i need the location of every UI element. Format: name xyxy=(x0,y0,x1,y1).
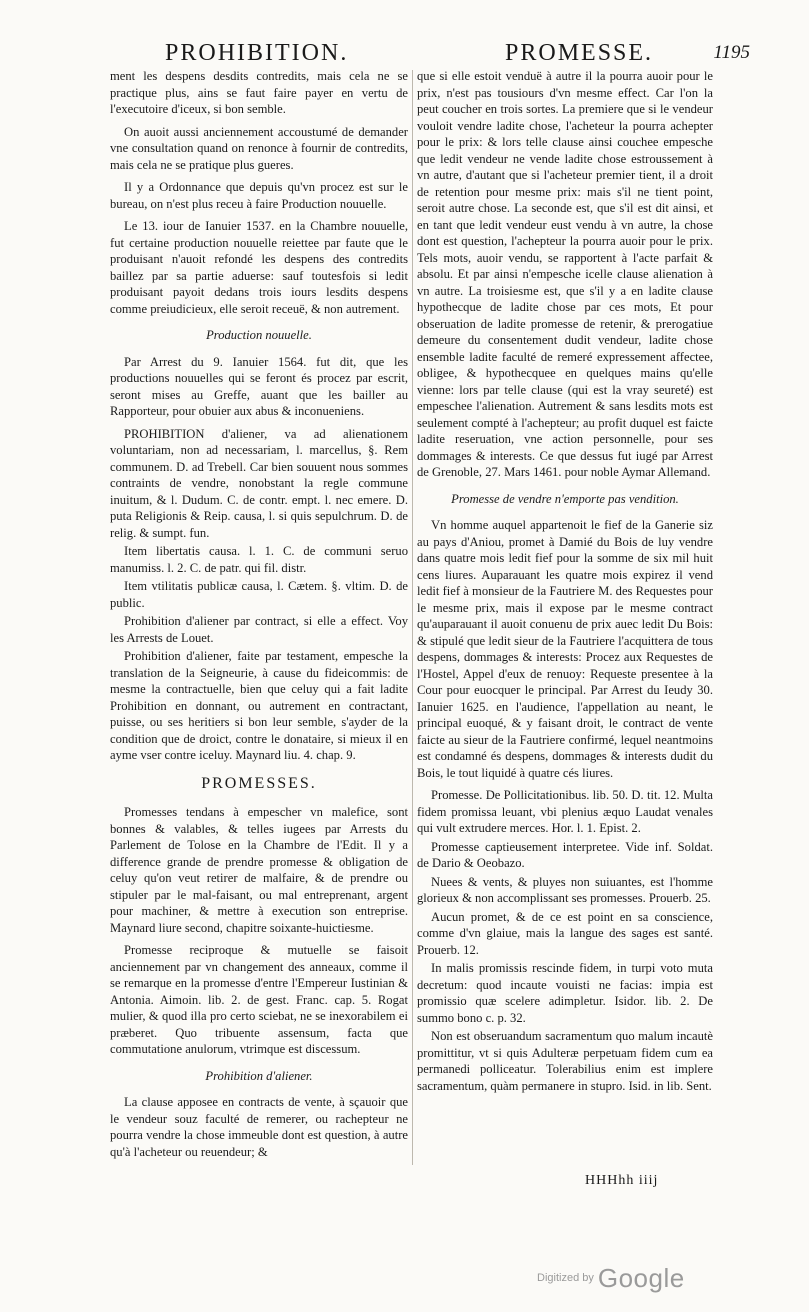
right-column xyxy=(417,68,713,1228)
paragraph: Item libertatis causa. l. 1. C. de communi seruo manumiss. l. 2. C. de patr. qui fil. distr. xyxy=(110,544,408,575)
paragraph: La clause apposee en contracts de vente, à sçauoir que le vendeur souz faculté de remerer, ou rachepteur ne pourra vendre la chose immeuble dont est question, à autre qu'à l'acheteur ou reuendeur; & xyxy=(110,1095,408,1159)
paragraph: Prohibition d'aliener par contract, si elle a effect. Voy les Arrests de Louet. xyxy=(110,614,408,645)
column-divider xyxy=(412,70,413,1165)
paragraph: Par Arrest du 9. Ianuier 1564. fut dit, que les productions nouuelles qui se feront és procez par escrit, seront mises au Greffe, auant que les bailler au Rapporteur, pour obuier aux abus & inconueniens. xyxy=(110,354,408,418)
paragraph: ment les despens desdits contredits, mais cela ne se practique plus, ains se faut faire payer en vertu de l'executoire d'iceux, si bon semble. xyxy=(110,69,408,116)
paragraph: Non est obseruandum sacramentum quo malum incautè promittitur, vt si quis Adulteræ perpetuam fidem cum ea permanedi polliceatur. Tolerabilius enim est implere sacramentum, quàm permanere in stupro. Isid. in lib. Sent. xyxy=(417,1029,713,1093)
paragraph: Promesses tendans à empescher vn malefice, sont bonnes & valables, & telles iugees par Arrests du Parlement de Tolose en la Chambre de l'Edit. Il y a difference grande de prendre promesse & obligation de celuy qu'on veut retirer de malfaire, & de prendre ou stipuler par le mal-faisant, ou mal entreprenant, argent pour machiner, & mettre à execution son entreprise. Maynard liure second, chapitre soixante-huictiesme. xyxy=(110,805,408,935)
paragraph: Vn homme auquel appartenoit le fief de la Ganerie siz au pays d'Aniou, promet à Damié du Bois de luy vendre dans quatre mois ledit fief pour la somme de six mil huit cens liures. Auparauant les quatre mois expirez il vend ledit fief à monsieur de la Fautriere M. des Requestes pour le mesme prix, mais il expose par le mesme contract qu'auparauant il auoit conuenu de prix auec ledit Du Bois: & stipulé que ledit sieur de la Fautriere l'acquittera de tous despens, dommages & interests: Procez aux Requestes de l'Hostel, Appel d'eux de renuoy: Requeste presentee à la Cour pour euocquer le principal. Par Arrest du Ieudy 30. Ianuier 1625. en l'audience, l'appellation au neant, le principal euoqué, & y faisant droit, le contract de vente faicte au sieur de la Fautriere confirmé, lequel neantmoins est condamné és despens, dommages & interests dudit du Bois, le tout liquidé à quatre cés liures. xyxy=(417,518,713,780)
paragraph: Promesse captieusement interpretee. Vide inf. Soldat. de Dario & Oeobazo. xyxy=(417,839,713,870)
paragraph: Promesse reciproque & mutuelle se faisoit anciennement par vn changement des anneaux, comme il se remarque en la promesse d'entre l'Empereur Iustinian & Antonia. Aimoin. lib. 2. de gest. Franc. cap. 5. Rogat mulier, & quod illa pro certo sciebat, ne se inexorabilem ei præberet. Quo tribuente assensum, facta que commutatione anulorum, vtrimque est discessum. xyxy=(110,943,408,1056)
section-heading: PROMESSES. xyxy=(201,774,317,792)
paragraph: que si elle estoit venduë à autre il la pourra auoir pour le prix, n'est pas tousiours d'vn mesme effect. Car l'on la peut coucher en trois sortes. La premiere que si le vendeur vouloit vendre ladite chose, l'acheteur la pourra achepter pour le prix: & lors telle clause ainsi couchee empesche que ledit vendeur ne vende ladite chose estroussement à vn autre, d'autant que si l'acheteur premier tient, il a droit de retention pour mesme prix: mais s'il ne tient point, seroit autre chose. La seconde est, que s'il est dit ainsi, et en tant que ledit vendeur eust vendu à vn autre, la chose dont est question, l'achepteur la pourra auoir pour le prix. Tels mots, auoir vendu, se rapportent à l'acte parfait & absolu. Et par ainsi n'empesche icelle clause alienation à vn autre. La troisiesme est, que s'il y a en ladite clause hypothecque de ladite chose par ces mots, Et pour obseruation de ladite promesse de retenir, & prerogatiue demeure du consentement dudit vendeur, ladite chose ensemble ladite faculté de remeré expressement affectee, obligee, & hypothecquee en quelques mains qu'elle vienne: lors par telle clause (qui est la vray seureté) est empeschee l'alienation. Autrement & sans lesdits mots est seulement compté à l'achepteur; au profit duquel est faicte ladite reseruation, vne action personnelle, pour ses dommages & interests. Ce que dessus fut iugé par Arrest de Grenoble, 27. Mars 1461. pour noble Aymar Allemand. xyxy=(417,69,713,479)
paragraph: On auoit aussi anciennement accoustumé de demander vne consultation quand on renonce à fournir de contredits, mais cela ne se pratique plus gueres. xyxy=(110,124,408,172)
left-column xyxy=(110,68,408,1228)
subheading: Production nouuelle. xyxy=(206,328,312,342)
google-logo: Google xyxy=(597,1263,685,1293)
running-head-right: PROMESSE. xyxy=(505,40,654,66)
paragraph: Nuees & vents, & pluyes non suiuantes, est l'homme glorieux & non accomplissant ses promesses. Prouerb. 25. xyxy=(417,874,713,905)
page-number: 1195 xyxy=(713,42,750,63)
running-head-left: PROHIBITION. xyxy=(165,40,349,66)
subheading: Promesse de vendre n'emporte pas vendition. xyxy=(451,491,679,506)
paragraph: Promesse. De Pollicitationibus. lib. 50. D. tit. 12. Multa fidem promissa leuant, vbi plenius æquo Laudat venales qui vult extrudere merces. Hor. l. 1. Epist. 2. xyxy=(417,788,713,835)
paragraph: Item vtilitatis publicæ causa, l. Cætem. §. vltim. D. de public. xyxy=(110,579,408,610)
paragraph: PROHIBITION d'aliener, va ad alienationem voluntariam, non ad necessariam, l. marcellus, §. Rem communem. D. ad Trebell. Car bien souuent nous sommes contraints de vendre, nonobstant la regle commune inuitum, & l. Dudum. C. de contr. empt. l. nec emere. D. puta Religionis & Reip. causa, l. si quis sepulchrum. D. de relig. & sumpt. fun. xyxy=(110,426,408,540)
watermark-prefix: Digitized by xyxy=(537,1272,594,1284)
signature-mark: HHHhh iiij xyxy=(585,1173,659,1188)
paragraph: Aucun promet, & de ce est point en sa conscience, comme d'vn glaiue, mais la langue des sages est santé. Prouerb. 12. xyxy=(417,909,713,957)
subheading: Prohibition d'aliener. xyxy=(205,1068,313,1083)
digitization-watermark xyxy=(537,1263,685,1294)
paragraph: Le 13. iour de Ianuier 1537. en la Chambre nouuelle, fut certaine production nouuelle reiettee par faute que le produisant n'auoit refondé les despens des contredits baillez par sa partie aduerse: sauf toutesfois si ledit produisant payoit dedans trois iours lesdits despens comme preiudicieux, elle seroit receuë, & non autrement. xyxy=(110,219,408,316)
paragraph: Il y a Ordonnance que depuis qu'vn procez est sur le bureau, on n'est plus receu à faire Production nouuelle. xyxy=(110,180,408,211)
paragraph: In malis promissis rescinde fidem, in turpi voto muta decretum: quod incaute vouisti ne facias: impia est promissio quæ scelere adimpletur. Isidor. lib. 2. De summo bono c. p. 32. xyxy=(417,961,713,1025)
running-head xyxy=(120,36,750,70)
paragraph: Prohibition d'aliener, faite par testament, empesche la translation de la Seigneurie, à cause du fideicommis: de mesme la contractuelle, bien que celuy qui a fait ladite Prohibition en donnant, ou autrement en contractant, puisse, ou ses heritiers si bon leur semble, s'ayder de la condition que de droict, contre le donataire, si mieux il en ayme vser contre iceluy. Maynard liu. 4. chap. 9. xyxy=(110,649,408,762)
